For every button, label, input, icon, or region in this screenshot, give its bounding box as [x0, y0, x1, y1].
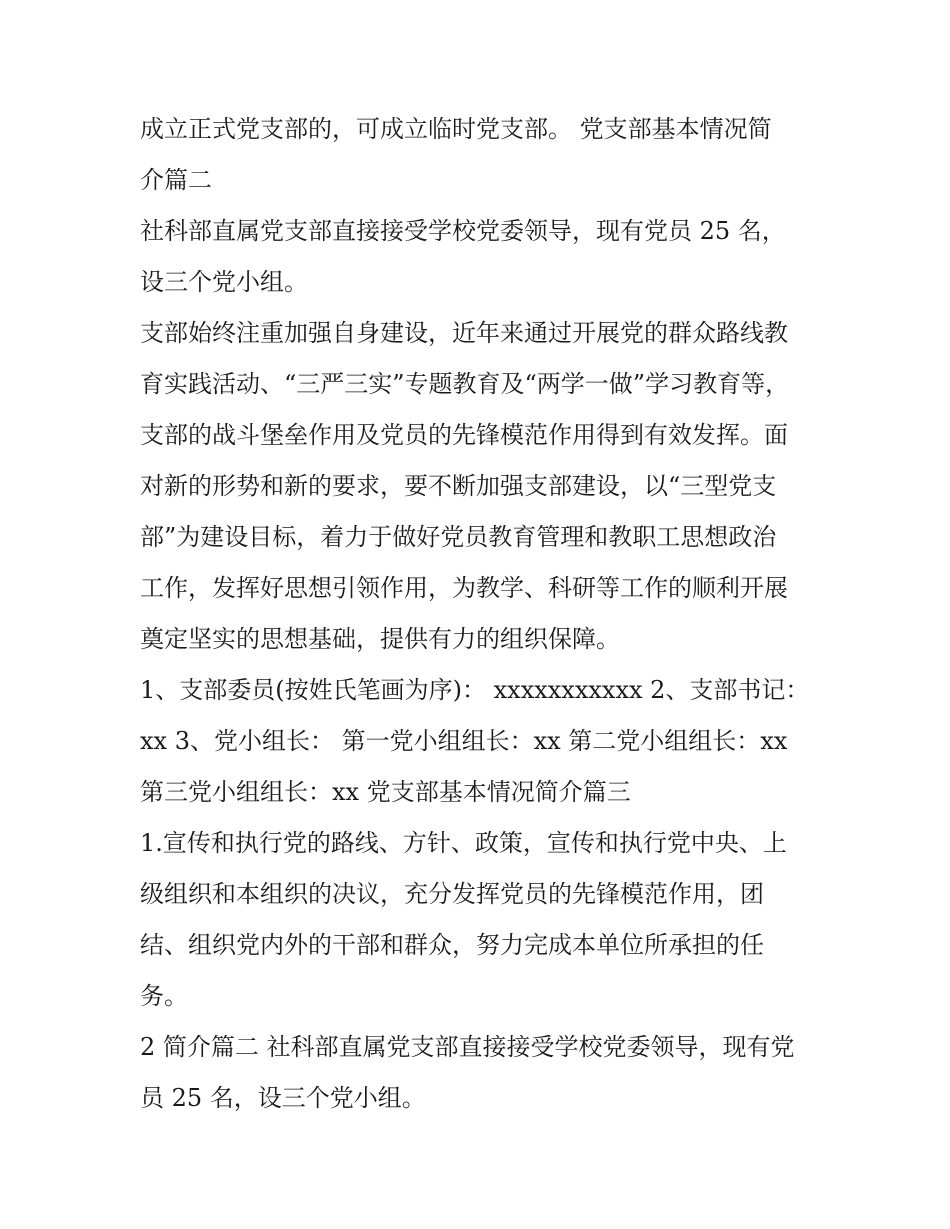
text-line: 对新的形势和新的要求，要不断加强支部建设，以“三型党支 — [140, 472, 777, 500]
paragraph-branch-summary — [140, 1022, 820, 1124]
text-line: 第三党小组组长：xx 党支部基本情况简介篇三 — [140, 778, 631, 806]
document-body — [140, 104, 820, 1124]
text-line: 员 25 名，设三个党小组。 — [140, 1084, 426, 1112]
text-line: 务。 — [140, 982, 188, 1010]
text-line: 支部的战斗堡垒作用及党员的先锋模范作用得到有效发挥。面 — [140, 421, 788, 449]
text-line: 成立正式党支部的，可成立临时党支部。 党支部基本情况简 — [140, 115, 772, 143]
text-line: 1.宣传和执行党的路线、方针、政策，宣传和执行党中央、上 — [140, 829, 787, 857]
text-line: xx 3、党小组长： 第一党小组组长：xx 第二党小组组长：xx — [140, 727, 788, 755]
paragraph-branch-development — [140, 308, 820, 665]
text-line: 介篇二 — [140, 166, 212, 194]
text-line: 育实践活动、“三严三实”专题教育及“两学一做”学习教育等， — [140, 370, 790, 398]
paragraph-branch-overview — [140, 206, 820, 308]
text-line: 奠定坚实的思想基础，提供有力的组织保障。 — [140, 625, 620, 653]
text-line: 2 简介篇二 社科部直属党支部直接接受学校党委领导，现有党 — [140, 1033, 795, 1061]
text-line: 设三个党小组。 — [140, 268, 308, 296]
text-line: 1、支部委员(按姓氏笔画为序)： xxxxxxxxxxx 2、支部书记： — [140, 676, 810, 704]
text-line: 社科部直属党支部直接接受学校党委领导，现有党员 25 名， — [140, 217, 786, 245]
text-line: 结、组织党内外的干部和群众，努力完成本单位所承担的任 — [140, 931, 764, 959]
paragraph-branch-members — [140, 665, 820, 818]
paragraph-branch-intro-end — [140, 104, 820, 206]
text-line: 级组织和本组织的决议，充分发挥党员的先锋模范作用，团 — [140, 880, 764, 908]
text-line: 工作，发挥好思想引领作用，为教学、科研等工作的顺利开展 — [140, 574, 788, 602]
text-line: 支部始终注重加强自身建设，近年来通过开展党的群众路线教 — [140, 319, 788, 347]
paragraph-branch-duties — [140, 818, 820, 1022]
text-line: 部”为建设目标，着力于做好党员教育管理和教职工思想政治 — [140, 523, 777, 551]
